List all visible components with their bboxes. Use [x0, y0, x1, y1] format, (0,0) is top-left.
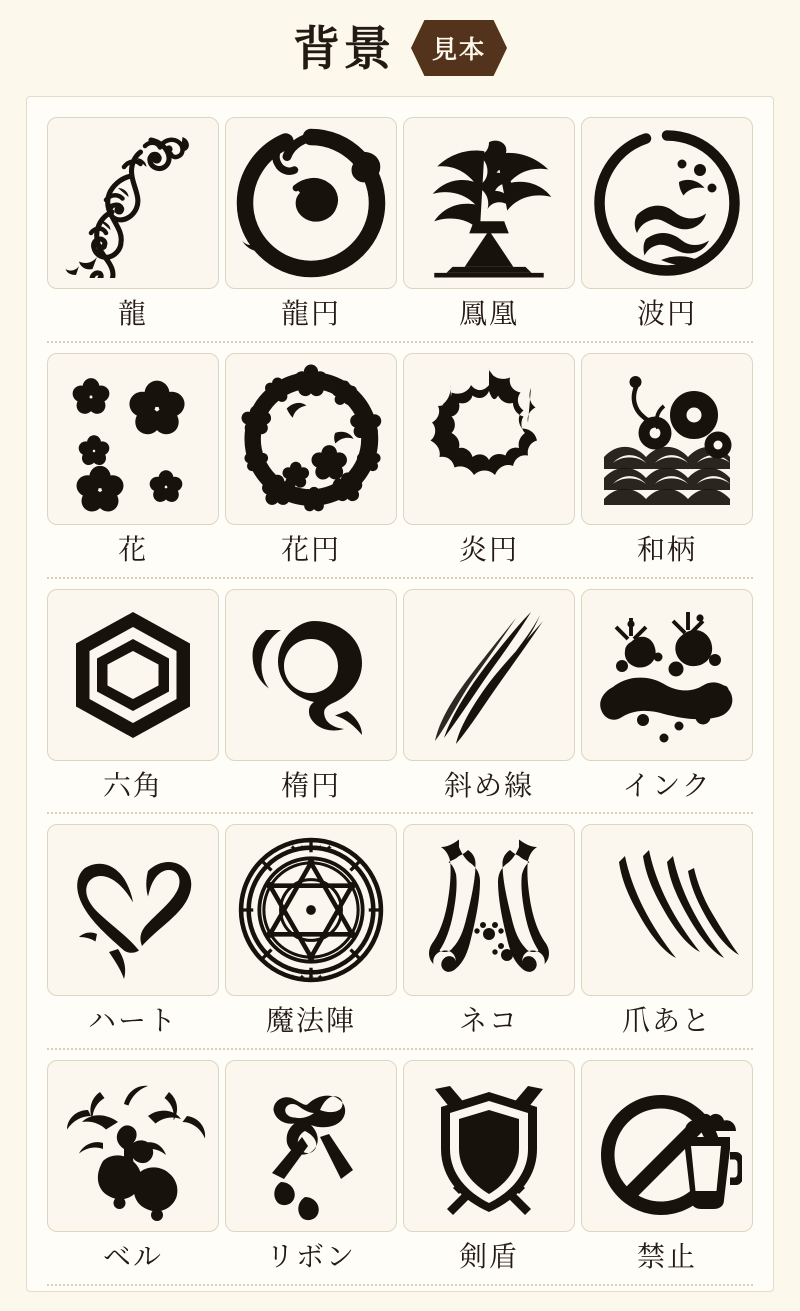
flower-circle-icon [235, 363, 387, 515]
grid-item[interactable] [225, 117, 397, 333]
grid-item[interactable] [403, 1060, 575, 1276]
grid-item-label: 和柄 [636, 533, 697, 565]
claw-marks-icon [592, 835, 742, 985]
grid-item-label: 花 [117, 533, 148, 565]
grid-item-label: ベル [102, 1241, 163, 1273]
hexagon-icon [58, 600, 208, 750]
grid-item-label: ハート [87, 1005, 178, 1037]
grid-item-label: 鳳凰 [458, 298, 519, 329]
grid-item-label: リボン [265, 1241, 356, 1273]
grid-row [47, 1050, 753, 1286]
thumbnail[interactable] [581, 589, 753, 761]
status-badge [411, 20, 507, 76]
no-alcohol-icon [592, 1071, 742, 1221]
grid-item-label: インク [622, 769, 712, 801]
cat-icon [414, 835, 564, 985]
thumbnail[interactable] [225, 1060, 397, 1232]
grid-item[interactable] [581, 1060, 753, 1276]
thumbnail[interactable] [403, 1060, 575, 1232]
grid-item[interactable] [47, 824, 219, 1040]
grid-item-label: 斜め線 [443, 769, 534, 801]
bell-icon [58, 1071, 208, 1221]
ribbon-icon [236, 1071, 386, 1221]
grid-item[interactable] [403, 824, 575, 1040]
thumbnail[interactable] [403, 353, 575, 525]
grid-item[interactable] [47, 117, 219, 333]
grid-item-label: 龍円 [280, 298, 341, 329]
japanese-pattern-icon [592, 364, 742, 514]
thumbnail[interactable] [225, 824, 397, 996]
magic-circle-icon [235, 834, 387, 986]
grid-item-label: 魔法陣 [265, 1005, 356, 1037]
thumbnail[interactable] [225, 589, 397, 761]
thumbnail[interactable] [403, 589, 575, 761]
grid-item-label: 花円 [280, 533, 341, 565]
page-title: 背景 [293, 21, 395, 75]
thumbnail[interactable] [47, 1060, 219, 1232]
grid-item[interactable] [403, 353, 575, 569]
grid-item[interactable] [225, 589, 397, 805]
page-header [26, 0, 774, 96]
sword-shield-icon [414, 1071, 564, 1221]
grid-item-label: 爪あと [621, 1005, 712, 1037]
grid-row [47, 343, 753, 579]
thumbnail[interactable] [47, 589, 219, 761]
grid-item-label: 剣盾 [458, 1241, 519, 1273]
grid-item[interactable] [581, 589, 753, 805]
thumbnail[interactable] [47, 117, 219, 289]
thumbnail[interactable] [403, 824, 575, 996]
grid-item[interactable] [225, 1060, 397, 1276]
grid-row [47, 107, 753, 343]
grid-item-label: 炎円 [458, 533, 519, 565]
grid-item[interactable] [225, 353, 397, 569]
thumbnail[interactable] [47, 824, 219, 996]
svg-text:✧ ✦ ✧ ✦ ✧: ✧ ✦ ✧ ✦ ✧ [289, 973, 333, 983]
dragon-icon [58, 128, 208, 278]
thumbnail[interactable] [581, 353, 753, 525]
grid-item[interactable] [47, 1060, 219, 1276]
phoenix-icon [413, 127, 565, 279]
diagonal-stroke-icon [414, 600, 564, 750]
badge-label: 見本 [431, 36, 486, 64]
grid-item[interactable] [581, 353, 753, 569]
sample-grid-panel [26, 96, 774, 1292]
thumbnail[interactable] [225, 117, 397, 289]
grid-item[interactable] [225, 824, 397, 1040]
ink-splatter-icon [592, 600, 742, 750]
grid-item[interactable] [47, 589, 219, 805]
grid-row [47, 579, 753, 815]
heart-brush-icon [58, 835, 208, 985]
dragon-circle-icon [236, 128, 386, 278]
grid-item[interactable] [581, 117, 753, 333]
wave-circle-icon [592, 128, 742, 278]
thumbnail[interactable] [581, 824, 753, 996]
grid-item[interactable] [403, 589, 575, 805]
thumbnail[interactable] [581, 117, 753, 289]
grid-item[interactable] [403, 117, 575, 333]
flame-circle-icon [414, 364, 564, 514]
ellipse-brush-icon [236, 600, 386, 750]
grid-item-label: 禁止 [636, 1241, 697, 1273]
grid-item-label: 六角 [102, 769, 163, 801]
grid-item-label: ネコ [458, 1005, 519, 1037]
thumbnail[interactable] [581, 1060, 753, 1232]
grid-item-label: 龍 [117, 298, 148, 329]
grid-item[interactable] [581, 824, 753, 1040]
grid-row [47, 814, 753, 1050]
thumbnail[interactable] [403, 117, 575, 289]
grid-item-label: 楕円 [280, 769, 341, 801]
grid-item[interactable] [47, 353, 219, 569]
thumbnail[interactable] [47, 353, 219, 525]
grid-item-label: 波円 [636, 298, 697, 329]
thumbnail[interactable] [225, 353, 397, 525]
svg-text:✦ ✧ ✦ ✧ ✦: ✦ ✧ ✦ ✧ ✦ [289, 844, 333, 854]
flowers-icon [58, 364, 208, 514]
